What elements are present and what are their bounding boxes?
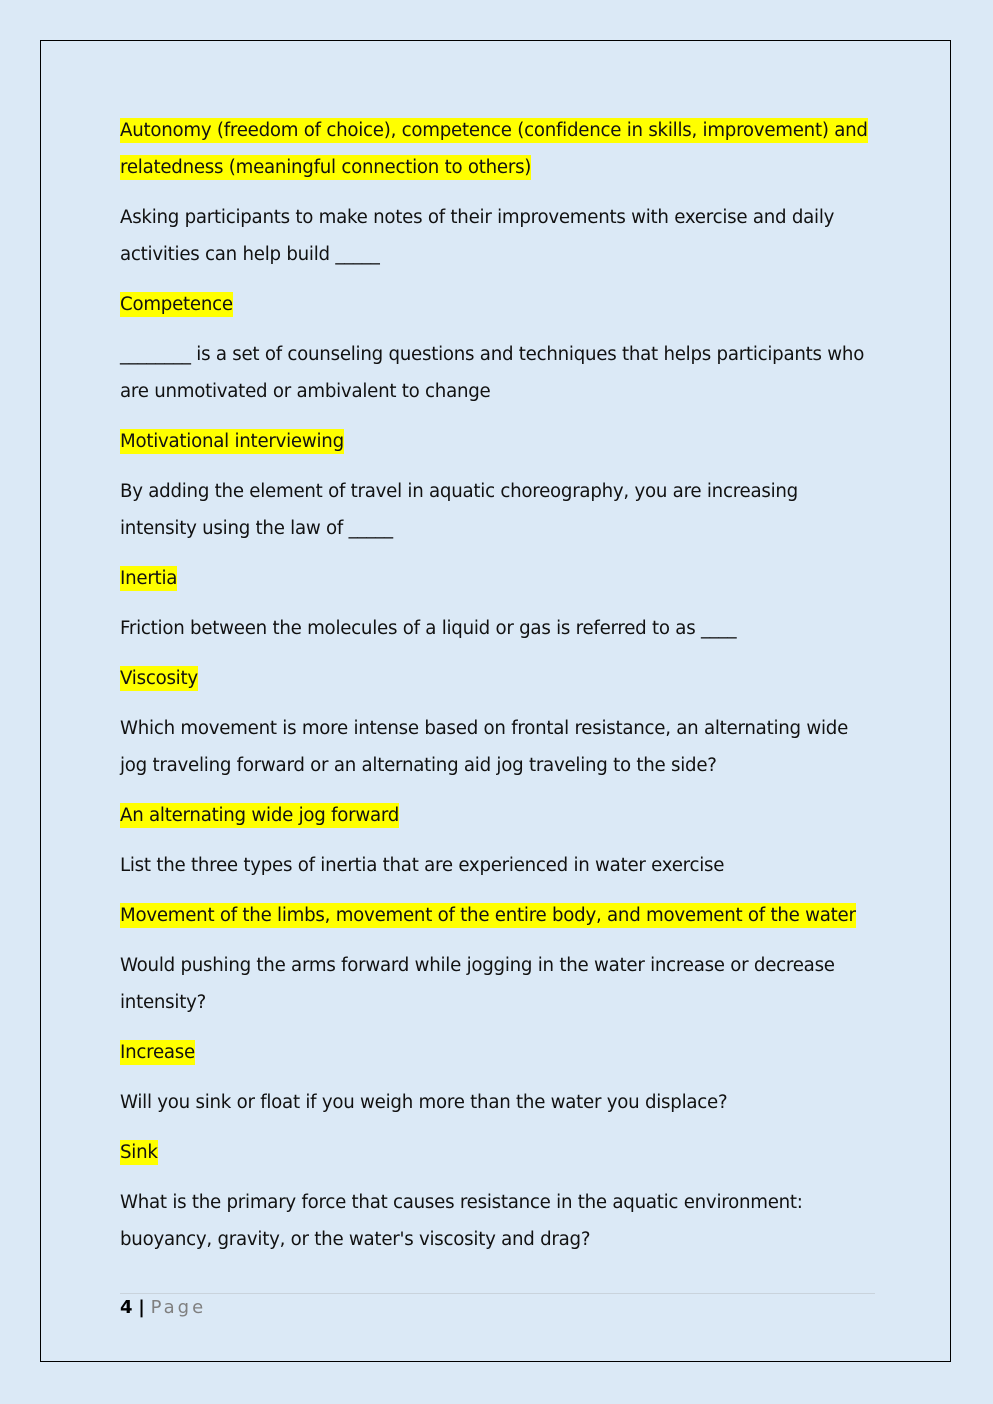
page-footer: [120, 1296, 206, 1320]
question-paragraph: Asking participants to make notes of their improvements with exercise and daily activities can help build _____: [120, 207, 835, 265]
question-paragraph: What is the primary force that causes resistance in the aquatic environment: buoyancy, gravity, or the water's viscosity and drag?: [120, 1192, 803, 1250]
question-paragraph: ________ is a set of counseling questions and techniques that helps participants who are unmotivated or ambivalent to change: [120, 344, 865, 402]
question-paragraph: Which movement is more intense based on frontal resistance, an alternating wide jog traveling forward or an alternating aid jog traveling to the side?: [120, 718, 849, 776]
answer-paragraph: [120, 423, 880, 460]
footer-separator: |: [138, 1297, 145, 1318]
answer-paragraph: [120, 797, 880, 834]
highlighted-text: An alternating wide jog forward: [120, 805, 400, 826]
question-paragraph: By adding the element of travel in aquatic choreography, you are increasing intensity using the law of _____: [120, 481, 798, 539]
answer-paragraph: [120, 660, 880, 697]
page-number: 4: [120, 1297, 133, 1318]
highlighted-text: Motivational interviewing: [120, 431, 344, 452]
highlighted-text: Autonomy (freedom of choice), competence (confidence in skills, improvement) and relatedness (meaningful connection to others): [120, 120, 868, 178]
highlighted-text: Movement of the limbs, movement of the entire body, and movement of the water: [120, 905, 856, 926]
question-paragraph: List the three types of inertia that are experienced in water exercise: [120, 855, 725, 876]
highlighted-text: Increase: [120, 1042, 195, 1063]
answer-paragraph: [120, 897, 880, 934]
highlighted-text: Sink: [120, 1142, 158, 1163]
footer-divider: [120, 1293, 875, 1294]
highlighted-text: Competence: [120, 294, 233, 315]
highlighted-text: Inertia: [120, 568, 178, 589]
question-paragraph: Will you sink or float if you weigh more than the water you displace?: [120, 1092, 728, 1113]
answer-paragraph: [120, 112, 880, 186]
page-label: Page: [150, 1297, 207, 1318]
question-paragraph: Friction between the molecules of a liquid or gas is referred to as ____: [120, 618, 737, 639]
answer-paragraph: [120, 1034, 880, 1071]
answer-paragraph: [120, 560, 880, 597]
answer-paragraph: [120, 286, 880, 323]
highlighted-text: Viscosity: [120, 668, 198, 689]
answer-paragraph: [120, 1134, 880, 1171]
document-body: [120, 112, 880, 1271]
question-paragraph: Would pushing the arms forward while jogging in the water increase or decrease intensity?: [120, 955, 835, 1013]
